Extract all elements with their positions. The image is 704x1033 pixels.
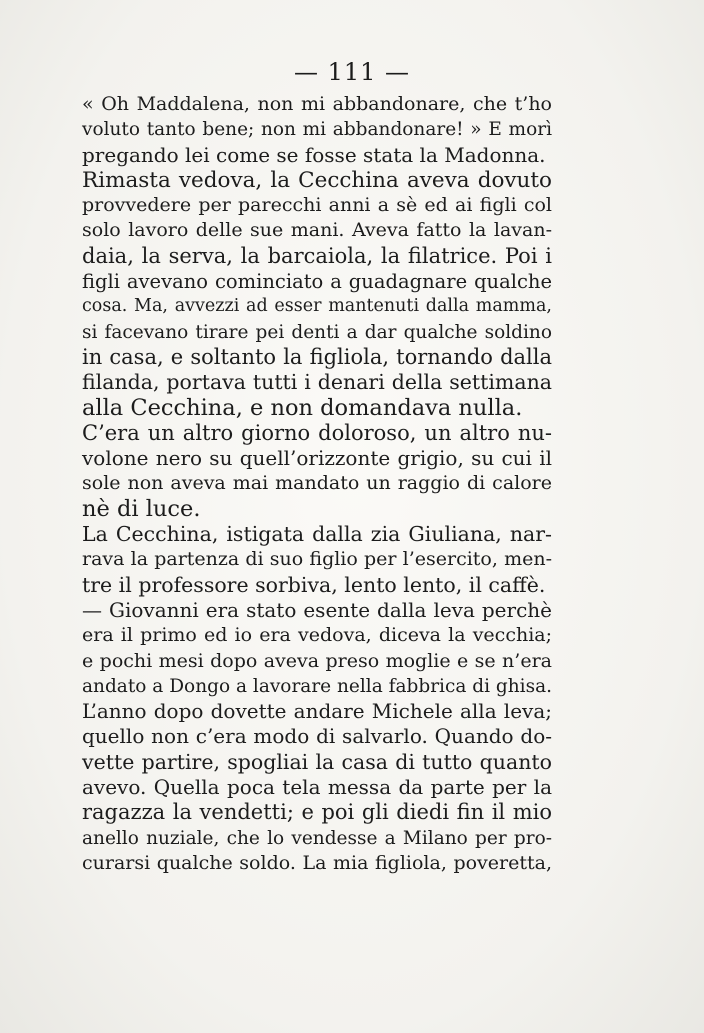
text-line: vette partire, spogliai la casa di tutto quanto bbox=[82, 749, 552, 774]
text-line: L’anno dopo dovette andare Michele alla leva; bbox=[82, 699, 552, 724]
text-line: rava la partenza di suo figlio per l’esercito, men- bbox=[82, 548, 552, 571]
text-line: La Cecchina, istigata dalla zia Giuliana, nar- bbox=[82, 522, 552, 547]
text-line: avevo. Quella poca tela messa da parte per la bbox=[82, 775, 552, 800]
text-line: e pochi mesi dopo aveva preso moglie e se n’era bbox=[82, 649, 552, 672]
text-line: daia, la serva, la barcaiola, la filatrice. Poi i bbox=[82, 243, 552, 268]
text-line: era il primo ed io era vedova, diceva la vecchia; bbox=[82, 624, 552, 647]
text-line: andato a Dongo a lavorare nella fabbrica di ghisa. bbox=[82, 675, 552, 697]
body-text bbox=[82, 92, 552, 876]
text-line: filanda, portava tutti i denari della settimana bbox=[82, 370, 552, 395]
text-line: ragazza la vendetti; e poi gli diedi fin il mio bbox=[82, 800, 552, 825]
text-line: quello non c’era modo di salvarlo. Quando do- bbox=[82, 724, 552, 749]
text-line: solo lavoro delle sue mani. Aveva fatto la lavan- bbox=[82, 219, 552, 242]
text-line: nè di luce. bbox=[82, 495, 201, 522]
text-line: « Oh Maddalena, non mi abbandonare, che t’ho bbox=[82, 93, 552, 115]
text-line: C’era un altro giorno doloroso, un altro nu- bbox=[82, 420, 552, 445]
text-line: voluto tanto bene; non mi abbandonare! » E morì bbox=[82, 119, 552, 141]
text-line: sole non aveva mai mandato un raggio di calore bbox=[82, 472, 552, 495]
text-line: pregando lei come se fosse stata la Madonna. bbox=[82, 142, 546, 167]
text-line: cosa. Ma, avvezzi ad esser mantenuti dalla mamma, bbox=[82, 296, 552, 317]
text-line: in casa, e soltanto la figliola, tornando dalla bbox=[82, 344, 552, 369]
text-line: Rimasta vedova, la Cecchina aveva dovuto bbox=[82, 167, 552, 193]
text-line: tre il professore sorbiva, lento lento, il caffè. bbox=[82, 572, 546, 597]
text-line: — Giovanni era stato esente dalla leva perchè bbox=[82, 597, 552, 622]
text-line: si facevano tirare pei denti a dar qualche soldino bbox=[82, 321, 552, 343]
text-line: figli avevano cominciato a guadagnare qualche bbox=[82, 270, 552, 294]
page-number: — 111 — bbox=[293, 58, 411, 86]
text-line: provvedere per parecchi anni a sè ed ai figli col bbox=[82, 194, 552, 217]
text-line: curarsi qualche soldo. La mia figliola, poveretta, bbox=[82, 851, 552, 874]
text-line: anello nuziale, che lo vendesse a Milano per pro- bbox=[82, 827, 552, 849]
text-line: volone nero su quell’orizzonte grigio, su cui il bbox=[82, 446, 552, 471]
text-line: alla Cecchina, e non domandava nulla. bbox=[82, 394, 523, 421]
